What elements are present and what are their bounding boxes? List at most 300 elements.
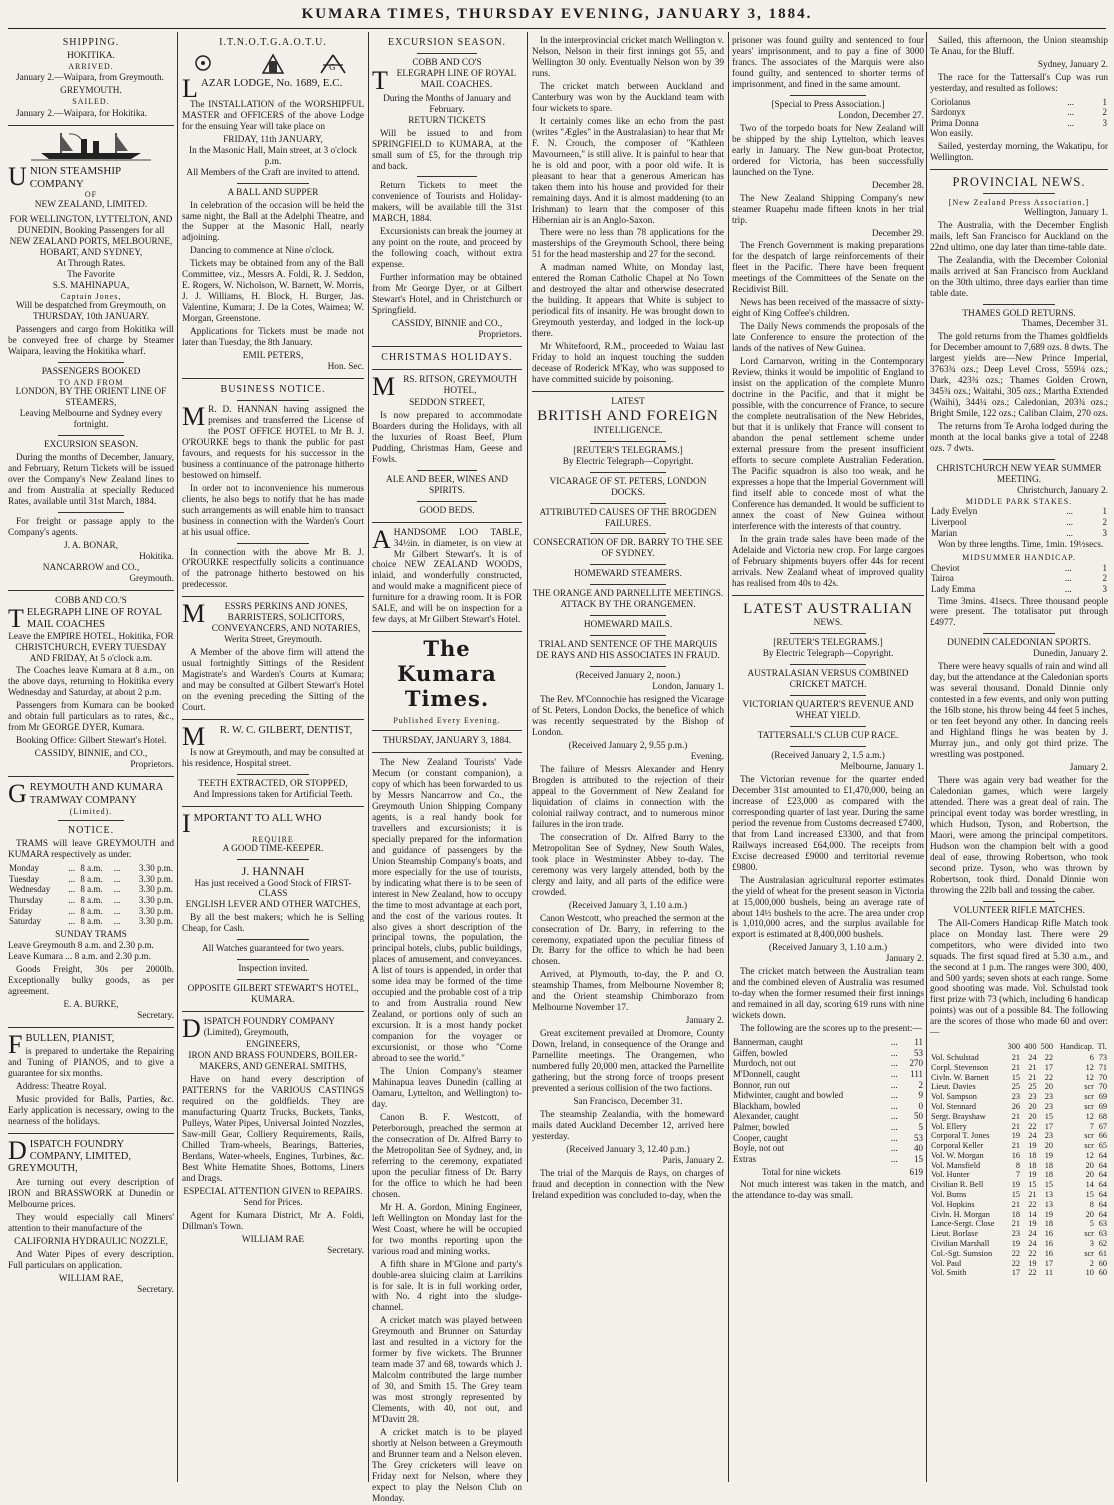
timetable-row: [8, 916, 174, 927]
table-cell: 23: [1011, 1092, 1021, 1102]
table-cell: 64: [1098, 1180, 1107, 1190]
table-cell: Civilian Marshall: [931, 1238, 990, 1248]
column-4: [532, 34, 724, 1480]
table-cell: Vol. Sampson: [931, 1092, 977, 1102]
table-cell: 23: [1044, 1131, 1054, 1141]
table-cell: 23: [1044, 1102, 1054, 1112]
hannah-name: J. HANNAH: [241, 864, 305, 879]
table-cell: Vol. Hunter: [931, 1170, 970, 1180]
table-cell: 15: [1085, 1190, 1094, 1200]
rifle-row: [930, 1161, 1108, 1171]
hannan-text: M R. D. HANNAN having assigned the premises and transferred the License of the POST OFFICE HOTEL to Mr B. J. O'ROURKE begs to thank the public for past favours, and requests for his successor in the business a continuance of the patronage hitherto bestowed on himself.: [182, 401, 364, 481]
article-paragraph: The returns from Te Aroha lodged during the month at the local banks give a total of 2248 ozs. 7 dwts.: [930, 422, 1108, 455]
table-cell: 22: [1028, 1268, 1037, 1278]
table-cell: Corporal T. Jones: [931, 1131, 990, 1141]
divider: [590, 441, 667, 442]
makers-text: By all the best makers; which he is Selling Cheap, for Cash.: [182, 913, 364, 935]
table-cell: Vol. W. Morgan: [931, 1150, 984, 1160]
table-cell: ...: [890, 1100, 898, 1111]
table-cell: ...: [113, 863, 121, 874]
good-beds: GOOD BEDS.: [419, 505, 475, 516]
divider: [8, 776, 174, 777]
subhead: AUSTRALASIAN VERSUS COMBINED CRICKET MATCH.: [747, 669, 909, 691]
table-cell: Boyle, not out: [733, 1143, 785, 1154]
table-cell: Col.-Sgt. Sumsion: [931, 1248, 993, 1258]
race-row: [930, 584, 1108, 595]
table-cell: ...: [113, 916, 121, 927]
ball-heading: A BALL AND SUPPER: [227, 187, 319, 198]
table-cell: ...: [68, 863, 76, 874]
table-cell: ...: [890, 1058, 898, 1069]
divider: [237, 400, 310, 401]
table-cell: 67: [1098, 1121, 1107, 1131]
important-title: IMPORTANT TO ALL WHO: [182, 808, 322, 838]
column-header: 500: [1040, 1042, 1054, 1052]
dateline: January 2.: [1069, 763, 1108, 774]
table-cell: Saturday: [9, 916, 41, 927]
table-cell: 15: [1011, 1190, 1021, 1200]
cobb-text: The Coaches leave Kumara at 8 a.m., on the above days, returning to Hokitika every Wednesday and Saturday, at about 2 p.m.: [8, 666, 174, 699]
table-cell: 69: [1098, 1092, 1107, 1102]
table-cell: 24: [1028, 1131, 1037, 1141]
table-cell: 63: [1098, 1229, 1107, 1239]
timetable-row: [8, 884, 174, 895]
table-cell: 24: [1028, 1053, 1037, 1063]
score-row: [732, 1154, 924, 1165]
received-line: (Received January 2, 9.55 p.m.): [568, 741, 688, 752]
attention-repairs: ESPECIAL ATTENTION GIVEN to REPAIRS. Send for Prices.: [183, 1186, 363, 1208]
table-cell: 64: [1098, 1150, 1107, 1160]
business-heading: BUSINESS NOTICE.: [220, 384, 326, 396]
leaving-text: Leaving Melbourne and Sydney every fortnight.: [19, 409, 163, 431]
table-cell: 64: [1098, 1170, 1107, 1180]
table-cell: 21: [1028, 1062, 1037, 1072]
table-cell: ...: [1066, 527, 1073, 538]
table-cell: ...: [890, 1111, 898, 1122]
table-cell: ...: [890, 1037, 898, 1048]
article-paragraph: There was again very bad weather for the Caledonian games, which were largely attended. There was a great deal of rain. The principal event today was border wrestling, in which Hudson, Tyson, and Robertson, the Maori, were among the principal competitors. Hudson won the champion belt with a good deal of ease, throwing Robertson, who took second prize. Tyson, who was thrown by Robertson, took third. Donald Dinnie won throwing the 22lb ball and tossing the caber.: [930, 776, 1108, 896]
excursion-text: During the months of December, January, and February, Return Tickets will be issued over the Company's New Zealand lines to and from Australia at specially Reduced Rates, available until 31st March, 1884.: [8, 453, 174, 508]
cobb-signature-title: Proprietors.: [130, 760, 174, 771]
to-from: TO AND FROM: [58, 377, 124, 387]
table-cell: ...: [1067, 107, 1074, 118]
article-paragraph: The Zealandia, with the December Colonial mails arrived at San Francisco from Auckland on the 30th ultimo, three days earlier than time table date.: [930, 255, 1108, 299]
divider: [182, 1011, 364, 1012]
table-cell: 69: [1098, 1102, 1107, 1112]
despatch-date: THURSDAY, 10th JANUARY.: [32, 312, 150, 323]
table-cell: Prima Donna: [931, 118, 979, 129]
table-cell: ...: [890, 1143, 898, 1154]
table-cell: 14: [1085, 1180, 1094, 1190]
passengers-booked: PASSENGERS BOOKED: [41, 366, 141, 377]
table-cell: 50: [914, 1111, 923, 1122]
shipping-heading: SHIPPING.: [62, 37, 120, 48]
race-name: MIDDLE PARK STAKES.: [965, 497, 1073, 507]
dateline: Christchurch, January 2.: [1017, 486, 1108, 497]
table-cell: scr: [1084, 1082, 1094, 1092]
divider: [237, 979, 310, 980]
divider: [372, 346, 522, 347]
vessel-name: S.S. MAHINAPUA,: [52, 280, 130, 291]
telegram-text: The consecration of Dr. Alfred Barry to the Metropolitan See of Sydney, New South Wales, took place in Westminster Abbey to-day. The ceremony was very largely attended, both by the clergy and laity, and all parts of the edifice were crowded.: [532, 832, 724, 898]
divider: [417, 53, 477, 54]
dispatch-signature: WILLIAM RAE: [241, 1234, 305, 1245]
column-header: Tl.: [1097, 1042, 1107, 1052]
dateline: January 2.: [685, 1016, 724, 1027]
rifle-row: [930, 1082, 1108, 1092]
received-line: (Received January 3, 12.40 p.m.): [566, 1144, 690, 1155]
ritson-title: MRS. RITSON, GREYMOUTH HOTEL,: [372, 371, 517, 401]
table-cell: 61: [1098, 1248, 1107, 1258]
divider: [58, 820, 124, 821]
table-cell: Cooper, caught: [733, 1132, 788, 1143]
column-header: 400: [1024, 1042, 1037, 1052]
divider: [983, 459, 1054, 460]
cricket-scores-table: [732, 1037, 924, 1164]
table-cell: 62: [1098, 1238, 1107, 1248]
electric-telegraph: By Electric Telegraph—Copyright.: [562, 456, 694, 467]
table-cell: Friday: [9, 905, 33, 916]
subhead: CONSECRATION OF DR. BARRY TO THE SEE OF SYDNEY.: [533, 538, 723, 560]
rifle-row: [930, 1239, 1108, 1249]
press-association-label: [New Zealand Press Association.]: [948, 198, 1090, 208]
applications-text: Applications for Tickets must be made not later than Tuesday, the 8th January.: [182, 327, 364, 349]
table-cell: 21: [1011, 1111, 1021, 1121]
rifle-row: [930, 1092, 1108, 1102]
lodge-signature: EMIL PETERS,: [242, 351, 304, 362]
freight-text: For freight or passage apply to the Company's agents.: [8, 517, 174, 539]
table-cell: 1: [1102, 506, 1107, 517]
table-cell: 3.30 p.m.: [138, 916, 173, 927]
table-cell: Sardonyx: [931, 107, 966, 118]
table-cell: 20: [1044, 1141, 1054, 1151]
lodge-title: LAZAR LODGE, No. 1689, E.C.: [182, 73, 343, 103]
subhead: TRIAL AND SENTENCE OF THE MARQUIS DE RAYS AND HIS ASSOCIATES IN FRAUD.: [536, 640, 720, 662]
table-cell: 3: [1102, 527, 1107, 538]
dateline: London, January 1.: [652, 682, 724, 693]
table-cell: ...: [1064, 562, 1072, 573]
table-cell: 3.30 p.m.: [138, 863, 173, 874]
table-cell: 20: [1044, 1082, 1054, 1092]
table-cell: Blackham, bowled: [733, 1100, 801, 1111]
table-cell: Murdoch, not out: [733, 1058, 796, 1069]
table-cell: 19: [1028, 1258, 1037, 1268]
union-title: UNION STEAMSHIP COMPANY: [8, 161, 121, 191]
impressions-text: And Impressions taken for Artificial Teeth.: [193, 789, 353, 800]
cobb-heading: COBB AND CO.'S: [55, 595, 127, 606]
telegram-text: The steamship Zealandia, with the homeward mails dated Auckland December 12, arrived here yesterday.: [532, 1110, 724, 1142]
table-cell: 18: [1028, 1150, 1037, 1160]
race-name: MIDSUMMER HANDICAP.: [962, 553, 1076, 563]
race-row: [930, 107, 1108, 118]
subhead: HOMEWARD STEAMERS.: [574, 569, 682, 580]
table-cell: ...: [890, 1068, 898, 1079]
british-foreign-heading: BRITISH AND FOREIGN: [537, 408, 719, 424]
editorial-vade-mecum: The New Zealand Tourists' Vade Mecum (or constant companion), a copy of which has been forwarded to us by Messrs Nancarrow and Co., the Greymouth Union Shipping Company agents, is a real handy book for travellers and excursionists; it is specially prepared for the information and guidance of passengers by the Union Steamship Company's boats, and more especially for the use of tourists, by indicating what there is to be seen of interest in New Zealand, how to occupy the time to most advantage at each port, and the cost of the various routes. It also gives a short description of the principal towns, the population, the principal hotels, clubs, public buildings, places of amusement, and conveyances. A list of tours is appended, in order that some idea may be formed of the time occupied and the probable cost of a trip to and from Australia round New Zealand, or portions only of such an excursion. It is a most handy pocket companion for the voyager or excursionist, or those who "Come abroad to see the world.": [372, 757, 522, 1065]
table-cell: Cheviot: [931, 562, 960, 573]
divider: [372, 369, 522, 370]
requires: REQUIRE: [252, 834, 294, 844]
table-cell: 0: [918, 1100, 923, 1111]
editorial-nelson: A cricket match is to be played shortly at Nelson between a Greymouth and Brunner team and a Nelson eleven. The Grey cricketers will leave on Friday next for Nelson, where they expect to play the Nelson Club on Monday.: [372, 1428, 522, 1504]
divider: [790, 633, 867, 634]
article-paragraph: The gold returns from the Thames goldfields for December amount to 7,689 ozs. 8 dwts. The largest yields are—New Prince Imperial, 3763¾ ozs.; Deep Level Cross, 559¼ ozs.; Dark, 423¾ ozs.; Thames Golden Crown, 345¾ ozs.; Waitahi, 305 ozs.; Martha Extended (Waihi), 344¼ ozs.; Caledonian, 203¾ ozs.; Bright Smile, 122 ozs.; Caliban Claim, 270 ozs.: [930, 332, 1108, 420]
table-cell: Lance-Sergt. Close: [931, 1219, 995, 1229]
table-cell: 11: [914, 1037, 923, 1048]
latest-australian-heading: LATEST AUSTRALIAN: [743, 600, 913, 617]
divider: [983, 901, 1054, 902]
article-paragraph: The Australasian agricultural reporter estimates the yield of wheat for the present season in Victoria at 15,000,000 bushels, being an average rate of about 14½ bushels to the acre. The area under crop is 1,010,000 acres, and the surplus available for export is estimated at 8,400,000 bushels.: [732, 875, 924, 941]
dateline: Melbourne, January 1.: [840, 761, 924, 772]
divider: [590, 635, 667, 636]
table-cell: 21: [1011, 1199, 1021, 1209]
subhead: THAMES GOLD RETURNS.: [962, 308, 1076, 319]
table-cell: ...: [68, 905, 76, 916]
article-paragraph: The Australia, with the December English mails, left San Francisco for Auckland on the 22nd ultimo, one day later than time-table date.: [930, 220, 1108, 253]
table-cell: 20: [1028, 1111, 1037, 1121]
table-cell: scr: [1084, 1229, 1094, 1239]
timetable-row: [8, 863, 174, 874]
table-cell: ...: [68, 916, 76, 927]
cobb-passengers: Passengers from Kumara can be booked and obtain full particulars as to rates, &c., from Mr GEORGE DYER, Kumara.: [8, 701, 174, 734]
intelligence-heading: INTELLIGENCE.: [593, 425, 663, 436]
table-cell: Extras: [733, 1153, 756, 1164]
editorial-gordon: Mr H. A. Gordon, Mining Engineer, left Wellington on Monday last for the West Coast, where he will be occupied for two months reporting upon the various road and mining works.: [372, 1202, 522, 1257]
table-cell: 20: [1085, 1170, 1094, 1180]
lodge-text: The INSTALLATION of the WORSHIPFUL MASTER and OFFICERS of the above Lodge for the ensuing Year will take place on: [182, 99, 364, 132]
article-paragraph: Won by three lengths. Time, 1min. 19½secs.: [938, 540, 1104, 551]
tramway-title: GREYMOUTH AND KUMARA TRAMWAY COMPANY: [8, 779, 163, 809]
table-cell: 12: [1085, 1150, 1094, 1160]
cobb-signature: CASSIDY, BINNIE, and CO.,: [34, 749, 148, 760]
article-paragraph: prisoner was found guilty and sentenced to four years' imprisonment, and to pay a fine of 3000 francs. The associates of the Marquis were also found guilty, and sentenced to shorter terms of imprisonment, and fined in the same amount.: [732, 36, 924, 90]
cobb-title: TELEGRAPH LINE OF ROYAL MAIL COACHES: [8, 603, 162, 633]
cargo-text: Passengers and cargo from Hokitika will be conveyed free of charge by Steamer Waipara, leaving the Hokitika wharf.: [8, 325, 174, 357]
return-tickets: RETURN TICKETS: [408, 115, 486, 126]
table-cell: 15: [914, 1153, 923, 1164]
cobb-leave: Leave the EMPIRE HOTEL, Hokitika, FOR CHRISTCHURCH, EVERY TUESDAY AND FRIDAY, At 5 o'clock a.m.: [8, 631, 174, 664]
table-cell: 15: [1028, 1180, 1037, 1190]
table-cell: Vol. Paul: [931, 1258, 962, 1268]
table-cell: 18: [1011, 1209, 1021, 1219]
excursion-heading: EXCURSION SEASON.: [387, 37, 507, 48]
christmas-heading: CHRISTMAS HOLIDAYS.: [381, 352, 513, 364]
table-cell: Bonnor, run out: [733, 1079, 790, 1090]
table-cell: 13: [1044, 1199, 1054, 1209]
table-cell: 12: [1085, 1111, 1094, 1121]
divider: [417, 176, 477, 177]
score-row: [732, 1048, 924, 1059]
table-cell: 19: [1044, 1209, 1054, 1219]
table-cell: 64: [1098, 1209, 1107, 1219]
table-cell: Vol. Mansfield: [931, 1160, 981, 1170]
score-row: [732, 1101, 924, 1112]
table-cell: 18: [1044, 1170, 1054, 1180]
table-cell: 19: [1028, 1170, 1037, 1180]
cricket-total: [732, 1167, 924, 1178]
dateline: Sydney, January 2.: [1037, 59, 1108, 70]
article-paragraph: Mr Whitefoord, R.M., proceeded to Waiau last Friday to hold an inquest touching the sudden decease of Roderick M'Kay, who was supposed to have committed suicide by poisoning.: [532, 342, 724, 386]
captain: Captain Jones,: [60, 291, 122, 301]
through-rates: At Through Rates.: [56, 258, 126, 269]
dispatch-text: Have on hand every description of PATTERNS for the VARIOUS CASTINGS required on the goldfields. They are manufacturing Quartz Trucks, Buckets, Tanks, Pulleys, Water Pipes, Universal Jointed Nozzles, Saw-mill Gear, Colliery Requirements, Rails, Chilled Tram-wheels, Bearings, Batteries, Berdans, Water-wheels, Engines, Turbines, &c. Best White Hematite Shoes, Bottoms, Liners and Drags.: [182, 1075, 364, 1184]
special-label: [Special to Press Association.]: [771, 99, 885, 110]
rifle-row: [930, 1102, 1108, 1112]
table-cell: scr: [1084, 1102, 1094, 1112]
hannan-text-2: In order not to inconvenience his numerous clients, he also begs to notify that he has made such arrangements as will enable him to transact business in connection with the Warden's Court at his usual office.: [182, 483, 364, 538]
sunday-trams: SUNDAY TRAMS: [55, 929, 127, 940]
perkins-text: A Member of the above firm will attend the usual fortnightly Sittings of the Resident Magistrate's and Warden's Courts at Kumara; and may be consulted at Gilbert Stewart's Hotel on the evening preceding the Sitting of the Court.: [182, 648, 364, 714]
article-paragraph: Two of the torpedo boats for New Zealand will be shipped by the ship Lyttelton, which leaves early in January. The New gun-boat Protector, ordered for Victoria, has been successfully launched on the Tyne.: [732, 123, 924, 178]
rifle-row: [930, 1170, 1108, 1180]
during-months: During the Months of January and February.: [383, 93, 511, 115]
table-cell: 7: [1015, 1170, 1021, 1180]
table-cell: ...: [890, 1090, 898, 1101]
column-header: 300: [1007, 1042, 1021, 1052]
table-cell: 3.30 p.m.: [138, 905, 173, 916]
provincial-news-heading: PROVINCIAL NEWS.: [952, 174, 1086, 189]
table-cell: 22: [1028, 1199, 1037, 1209]
divider: [790, 695, 867, 696]
divider: [372, 730, 522, 731]
subhead: THE ORANGE AND PARNELLITE MEETINGS.: [532, 589, 724, 600]
divider: [182, 719, 364, 720]
divider: [732, 595, 924, 596]
column-6: [930, 34, 1108, 1480]
port-greymouth: GREYMOUTH.: [60, 86, 122, 97]
return-text: Will be issued to and from SPRINGFIELD to KUMARA, at the small sum of £5, for the through trip and back.: [372, 128, 522, 172]
table-cell: 23: [1028, 1092, 1037, 1102]
steamship-icon: [31, 131, 151, 161]
table-cell: 17: [1044, 1062, 1054, 1072]
divider: [417, 470, 477, 471]
score-row: [732, 1090, 924, 1101]
watches: ENGLISH LEVER AND OTHER WATCHES,: [185, 900, 361, 911]
dateline: Dunedin, January 2.: [1033, 649, 1108, 660]
table-cell: 15: [1044, 1180, 1054, 1190]
table-cell: Vol. Hopkins: [931, 1199, 975, 1209]
editorial-mglone: A fifth share in M'Glone and party's double-area sluicing claim at Larrikins is for sale. It is in full working order, with No. 4 right into the sludge-channel.: [372, 1259, 522, 1314]
table-cell: Thursday: [9, 894, 43, 905]
rifle-row: [930, 1131, 1108, 1141]
score-row: [732, 1111, 924, 1122]
further-info: Further information may be obtained from Mr George Dyer, or at Gilbert Stewart's Hotel, and in Christchurch or Springfield.: [372, 273, 522, 317]
agent-nancarrow: NANCARROW and CO.,: [42, 562, 140, 573]
table-cell: 8 a.m.: [80, 916, 103, 927]
received-line: (Received January 3, 1.10 a.m.): [768, 943, 888, 954]
dateline: Paris, January 2.: [662, 1155, 724, 1166]
total-value: 619: [909, 1167, 923, 1178]
article-paragraph: In the grain trade sales have been made of the Adelaide and Victoria new crop. For large cargoes of February shipments buyers offer 44s for recent arrivals. New Zealand wheat of improved quality has realised from 40s to 42s.: [732, 534, 924, 589]
ritson-street: SEDDON STREET,: [409, 397, 485, 408]
table-cell: Vol. Ellery: [931, 1121, 967, 1131]
rifle-row: [930, 1190, 1108, 1200]
tram-signature: E. A. BURKE,: [63, 999, 119, 1010]
cobb-heading: COBB AND CO'S: [412, 57, 482, 68]
table-cell: 16: [1044, 1238, 1054, 1248]
rifle-row: [930, 1180, 1108, 1190]
dancing-text: Dancing to commence at Nine o'clock.: [190, 246, 335, 257]
timekeeper: A GOOD TIME-KEEPER.: [222, 844, 324, 855]
midsummer-results: [930, 563, 1108, 595]
article-paragraph: The All-Comers Handicap Rifle Match took place on Monday last. There were 29 competitors, who were divided into two squads. The first squad fired at 5.30 a.m., and the second at 1 p.m. The ranges were 300, 400, and 500 yards; seven shots at each range. Some good shooting was made. Vol. Schulstad took first prize with 73 (which, including 6 handicap points) was out of a possible 84. The following are the scores of those who made 60 and over:—: [930, 918, 1108, 1039]
article-paragraph: The French Government is making preparations for the despatch of large reinforcements of their fleet in the Pacific. There have been frequent meetings of the Committees of the Senate on the Recidivist Bill.: [732, 241, 924, 296]
divider: [590, 666, 667, 667]
table-cell: ...: [68, 884, 76, 895]
telegram-text: Great excitement prevailed at Dromore, County Down, Ireland, in consequence of the Orange and Parnellite meetings. The Orangemen, who numbered fully 20,000 men, attacked the Parnellite gathering, but the strong force of troops present prevented a serious collision of the two factions.: [532, 1029, 724, 1095]
column-divider: [368, 32, 369, 1482]
table-cell: 2: [918, 1079, 923, 1090]
table-cell: ...: [890, 1122, 898, 1133]
table-cell: Lieut. Davies: [931, 1082, 976, 1092]
union-of: OF: [84, 190, 98, 200]
port-hokitika: HOKITIKA.: [67, 50, 115, 61]
table-cell: 12: [1085, 1072, 1094, 1082]
divider: [8, 590, 174, 591]
table-cell: 64: [1098, 1160, 1107, 1170]
trams-text: TRAMS will leave GREYMOUTH and KUMARA respectively as under.: [8, 839, 174, 861]
race-row: [930, 528, 1108, 539]
score-row: [732, 1037, 924, 1048]
notice-heading: NOTICE.: [67, 825, 115, 837]
dateline: San Francisco, December 31.: [573, 1097, 683, 1108]
received-line: (Received January 3, 1.10 a.m.): [568, 900, 688, 911]
table-cell: 20: [1085, 1209, 1094, 1219]
column-1: [8, 34, 174, 1480]
guaranteed: All Watches guaranteed for two years.: [201, 944, 345, 955]
table-cell: 18: [1044, 1219, 1054, 1229]
opposite-address: OPPOSITE GILBERT STEWART'S HOTEL, KUMARA.: [187, 984, 359, 1006]
despatched: Will be despatched from Greymouth, on: [16, 301, 166, 312]
ball-text: In celebration of the occasion will be held the same night, the Ball at the Adelphi Theatre, and the Supper at the Masonic Hall, nearly adjoining.: [182, 200, 364, 244]
divider: [590, 503, 667, 504]
rifle-row: [930, 1259, 1108, 1269]
article-paragraph: There were no less than 78 applications for the masterships of the Greymouth School, there being 51 for the head mastership and 27 for the second.: [532, 228, 724, 261]
dateline: Wellington, January 1.: [1024, 207, 1108, 218]
article-paragraph: There were heavy squalls of rain and wind all day, but the attendance at the Caledonian sports was several thousand. Donald Dinnie only contested in a few events, and only won putting the 16lb stone, his throw being 44 feet 5 inches, or ten feet beyond any other. In dancing reels and Highland flings he was beaten by J. Murray jun., and only got third prize. The wrestling was postponed.: [930, 662, 1108, 761]
table-cell: Bannerman, caught: [733, 1037, 803, 1048]
divider: [417, 501, 477, 502]
middle-park-results: [930, 506, 1108, 538]
table-cell: 16: [1011, 1150, 1021, 1160]
rifle-row: [930, 1249, 1108, 1259]
table-cell: 64: [1098, 1199, 1107, 1209]
divider: [983, 633, 1054, 634]
rifle-row: [930, 1073, 1108, 1083]
score-row: [732, 1133, 924, 1144]
subhead: DUNEDIN CALEDONIAN SPORTS.: [947, 638, 1091, 649]
table-cell: 8 a.m.: [80, 863, 103, 874]
table-cell: ...: [113, 894, 121, 905]
table-cell: 15: [1044, 1111, 1054, 1121]
table-cell: 26: [1011, 1102, 1021, 1112]
table-cell: 13: [1044, 1190, 1054, 1200]
table-cell: Corpl. Stevenson: [931, 1062, 989, 1072]
won-easily: Won easily.: [930, 128, 974, 139]
editorial-mahinapua: The Union Company's steamer Mahinapua leaves Dunedin (calling at Oamaru, Lyttelton, and Wellington) to-day.: [372, 1067, 522, 1111]
dateline: Evening.: [690, 752, 724, 762]
table-cell: 8 a.m.: [80, 884, 103, 895]
divider: [532, 391, 724, 392]
race-row: [930, 118, 1108, 129]
table-cell: 3.30 p.m.: [138, 894, 173, 905]
newspaper-title: The Kumara Times.: [397, 636, 497, 711]
table-cell: ...: [1067, 118, 1074, 129]
table-cell: Civln. H. Morgan: [931, 1209, 990, 1219]
table-cell: ...: [113, 905, 121, 916]
column-header: Handicap.: [1060, 1042, 1094, 1052]
tickets-text: Tickets may be obtained from any of the Ball Committee, viz., Messrs A. Foldi, R. J. Seddon, E. Rogers, W. Nicholson, W. Barnett, W. Morris, J. J. Williams, H. Block, H. Burger, Jas. Valentine, Kumara; J. De la Cotes, Waimea; W. Morgan, Greenstone.: [182, 259, 364, 325]
